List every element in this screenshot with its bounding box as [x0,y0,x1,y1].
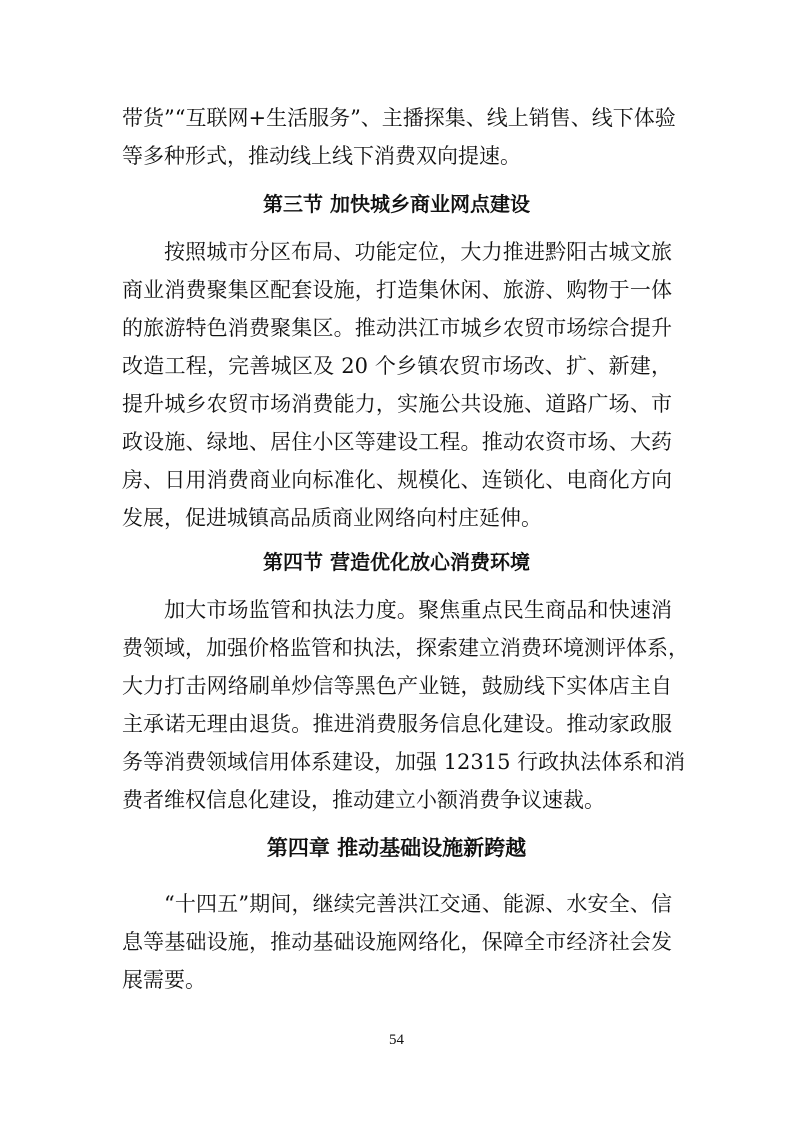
body-text-line: 主承诺无理由退货。推进消费服务信息化建设。推动家政服 [122,712,672,736]
page-number: 54 [389,1032,404,1048]
body-text-line: 发展，促进城镇高品质商业网络向村庄延伸。 [122,506,542,530]
body-text-line: 政设施、绿地、居住小区等建设工程。推动农资市场、大药 [122,430,672,454]
body-text-line: 务等消费领域信用体系建设，加强 12315 行政执法体系和消 [122,750,686,774]
body-text-line: 大力打击网络刷单炒信等黑色产业链，鼓励线下实体店主自 [122,674,672,698]
body-text-line: 改造工程，完善城区及 20 个乡镇农贸市场改、扩、新建， [122,354,672,378]
body-text-line: 费领域，加强价格监管和执法，探索建立消费环境测评体系， [122,636,689,660]
body-text-line: 等多种形式，推动线上线下消费双向提速。 [122,144,521,168]
chapter-heading: 第四章 推动基础设施新跨越 [266,836,527,860]
body-text-line: 房、日用消费商业向标准化、规模化、连锁化、电商化方向 [122,468,672,492]
body-text-line: 带货”“互联网+生活服务”、主播探集、线上销售、线下体验 [122,106,676,130]
section-heading: 第三节 加快城乡商业网点建设 [263,192,530,216]
body-text-line: 费者维权信息化建设，推动建立小额消费争议速裁。 [122,788,605,812]
body-text-line: 加大市场监管和执法力度。聚焦重点民生商品和快速消 [164,598,672,622]
body-text-line: 按照城市分区布局、功能定位，大力推进黔阳古城文旅 [164,240,672,264]
body-text-line: “十四五”期间，继续完善洪江交通、能源、水安全、信 [164,892,672,916]
body-text-line: 商业消费聚集区配套设施，打造集休闲、旅游、购物于一体 [122,278,672,302]
body-text-line: 提升城乡农贸市场消费能力，实施公共设施、道路广场、市 [122,392,672,416]
body-text-line: 的旅游特色消费聚集区。推动洪江市城乡农贸市场综合提升 [122,316,672,340]
body-text-line: 息等基础设施，推动基础设施网络化，保障全市经济社会发 [122,930,672,954]
section-heading: 第四节 营造优化放心消费环境 [263,550,530,574]
body-text-line: 展需要。 [122,968,206,992]
